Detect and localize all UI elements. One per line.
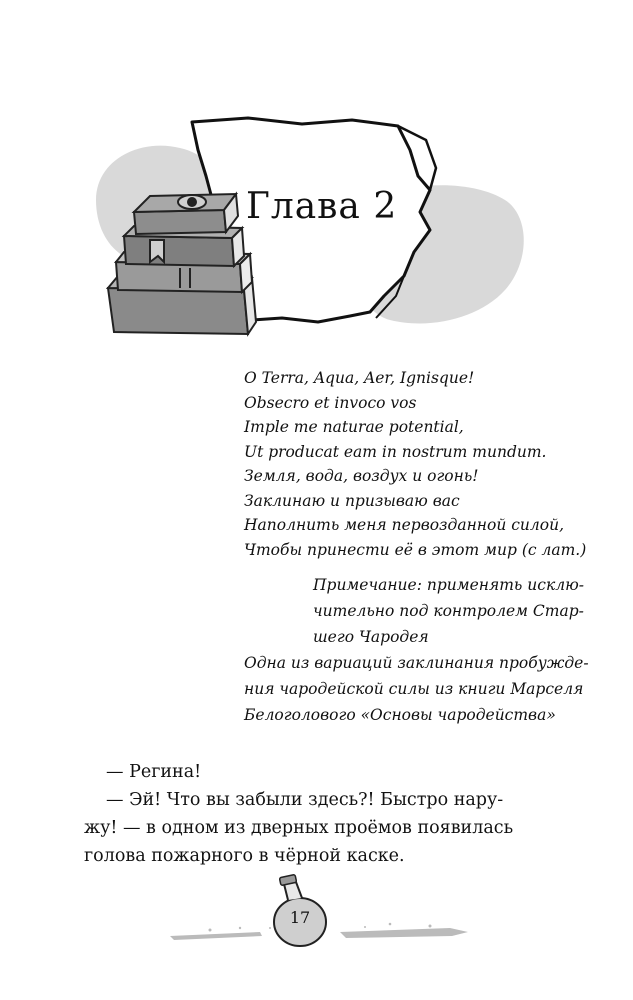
epigraph-line: Заклинаю и призываю вас [244,491,460,510]
note-line: шего Чародея [313,628,429,646]
epigraph-russian [244,464,587,562]
source-line: ния чародейской силы из книги Марселя [244,680,584,698]
epigraph-line: Земля, вода, воздух и огонь! [244,467,479,485]
epigraph-line: Ut producat eam in nostrum mundum. [244,442,547,461]
epigraph-line: Чтобы принести её в этот мир (с лат.) [244,540,587,559]
epigraph-line: Наполнить меня первозданной силой, [244,516,565,534]
epigraph-latin [244,366,574,464]
body-line: — Регина! [106,762,202,782]
body-line: голова пожарного в чёрной каске. [84,846,405,866]
body-line: — Эй! Что вы забыли здесь?! Быстро нару- [106,790,504,810]
body-text [84,758,548,870]
source-line: Белоголового «Основы чародейства» [244,706,556,724]
chapter-header-illustration [0,0,633,360]
epigraph-line: O Terra, Aqua, Aer, Ignisque! [244,369,475,387]
epigraph-line: Obsecro et invoco vos [244,393,417,412]
epigraph-source [244,650,589,728]
epigraph-line: Imple me naturae potential, [244,418,464,436]
epigraph [244,366,587,562]
chapter-title: Глава 2 [246,186,398,227]
note-line: чительно под контролем Стар- [313,602,584,620]
body-line: жу! — в одном из дверных проёмов появилась [84,818,514,838]
note-line: Примечание: применять исклю- [313,576,584,594]
page-number: 17 [289,908,311,927]
epigraph-note [313,572,584,650]
source-line: Одна из вариаций заклинания пробужде- [244,654,589,672]
